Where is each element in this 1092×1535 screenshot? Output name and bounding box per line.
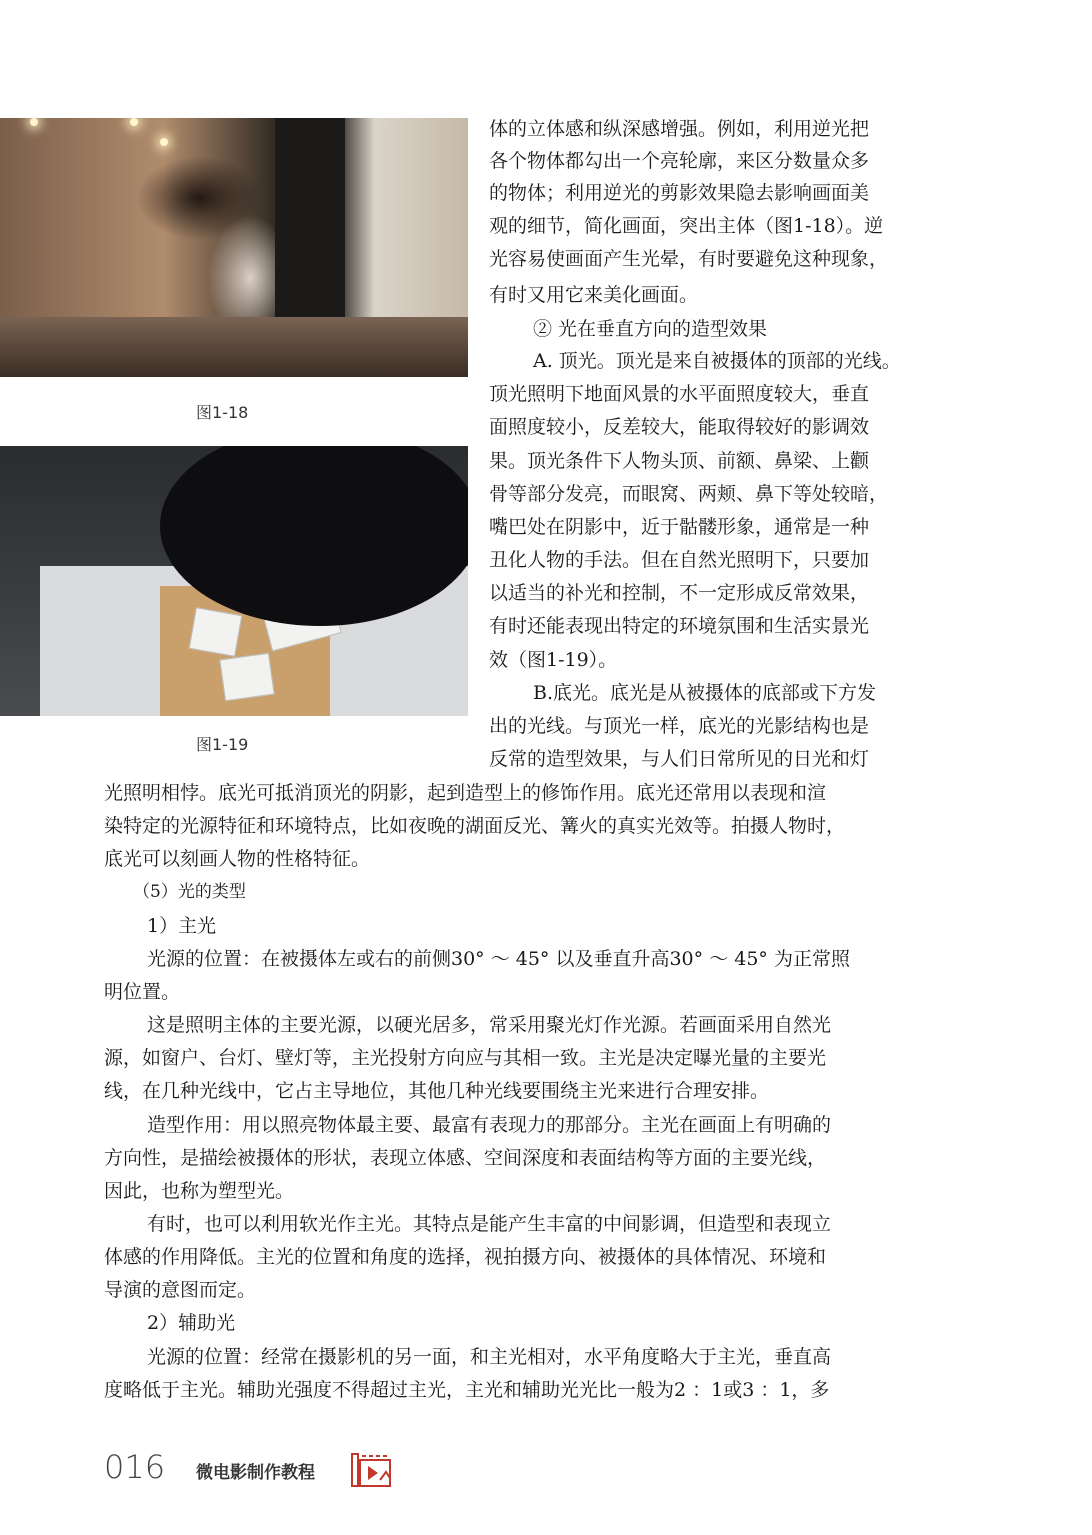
text-line: A. 顶光。顶光是来自被摄体的顶部的光线。 <box>533 350 901 372</box>
counter-surface <box>0 317 468 377</box>
film-clapper-icon <box>350 1452 396 1488</box>
text-line: 面照度较小，反差较大，能取得较好的影调效 <box>489 416 870 438</box>
page-number: 016 <box>104 1448 166 1486</box>
figure-1-19-caption: 图1-19 <box>196 735 249 754</box>
text-line: 体的立体感和纵深感增强。例如，利用逆光把 <box>489 118 870 140</box>
text-line: 导演的意图而定。 <box>104 1279 257 1301</box>
text-line: 这是照明主体的主要光源，以硬光居多，常采用聚光灯作光源。若画面采用自然光 <box>147 1014 832 1036</box>
text-line: 体感的作用降低。主光的位置和角度的选择，视拍摄方向、被摄体的具体情况、环境和 <box>104 1246 827 1268</box>
text-line: 嘴巴处在阴影中，近于骷髅形象，通常是一种 <box>489 516 870 538</box>
text-line: 有时又用它来美化画面。 <box>489 284 699 306</box>
text-line: 各个物体都勾出一个亮轮廓，来区分数量众多 <box>489 150 870 172</box>
text-line: 源，如窗户、台灯、壁灯等，主光投射方向应与其相一致。主光是决定曝光量的主要光 <box>104 1047 827 1069</box>
text-line: 底光可以刻画人物的性格特征。 <box>104 848 371 870</box>
book-title: 微电影制作教程 <box>196 1463 315 1483</box>
text-line: 度略低于主光。辅助光强度不得超过主光，主光和辅助光光比一般为2 ：1或3 ：1，多 <box>104 1379 830 1401</box>
text-line: 因此，也称为塑型光。 <box>104 1180 295 1202</box>
text-line: 光容易使画面产生光晕，有时要避免这种现象， <box>489 248 889 270</box>
text-line: 光源的位置：在被摄体左或右的前侧30° ～ 45° 以及垂直升高30° ～ 45° 为正常照 <box>147 948 850 970</box>
text-line: 有时，也可以利用软光作主光。其特点是能产生丰富的中间影调，但造型和表现立 <box>147 1213 832 1235</box>
text-line: B.底光。底光是从被摄体的底部或下方发 <box>533 682 877 704</box>
section-heading: ② 光在垂直方向的造型效果 <box>533 318 768 340</box>
text-line: 骨等部分发亮，而眼窝、两颊、鼻下等处较暗， <box>489 483 889 505</box>
figure-1-18-caption: 图1-18 <box>196 403 249 422</box>
text-line: 丑化人物的手法。但在自然光照明下，只要加 <box>489 549 870 571</box>
section-heading: （5）光的类型 <box>133 882 246 902</box>
text-line: 出的光线。与顶光一样，底光的光影结构也是 <box>489 715 870 737</box>
figure-1-18-photo <box>0 118 468 377</box>
text-line: 反常的造型效果，与人们日常所见的日光和灯 <box>489 748 870 770</box>
text-line: 果。顶光条件下人物头顶、前额、鼻梁、上颧 <box>489 450 870 472</box>
chalkboard-sign <box>275 118 345 318</box>
text-line: 光源的位置：经常在摄影机的另一面，和主光相对，水平角度略大于主光，垂直高 <box>147 1346 832 1368</box>
text-line: 光照明相悖。底光可抵消顶光的阴影，起到造型上的修饰作用。底光还常用以表现和渲 <box>104 782 827 804</box>
photo-card <box>189 607 243 657</box>
text-line: 方向性，是描绘被摄体的形状，表现立体感、空间深度和表面结构等方面的主要光线， <box>104 1147 827 1169</box>
text-line: 造型作用：用以照亮物体最主要、最富有表现力的那部分。主光在画面上有明确的 <box>147 1114 832 1136</box>
text-line: 顶光照明下地面风景的水平面照度较大，垂直 <box>489 383 870 405</box>
figure-1-19-photo <box>0 446 468 716</box>
subsection-heading: 1）主光 <box>147 915 217 937</box>
text-line: 以适当的补光和控制，不一定形成反常效果， <box>489 582 870 604</box>
subsection-heading: 2）辅助光 <box>147 1312 236 1334</box>
text-line: 效（图1-19）。 <box>489 649 618 671</box>
text-line: 的物体；利用逆光的剪影效果隐去影响画面美 <box>489 182 870 204</box>
ceiling-lamp <box>30 118 38 126</box>
photo-card <box>219 653 274 702</box>
ceiling-lamp <box>130 118 138 126</box>
text-line: 染特定的光源特征和环境特点，比如夜晚的湖面反光、篝火的真实光效等。拍摄人物时， <box>104 815 846 837</box>
text-line: 观的细节，简化画面，突出主体（图1-18）。逆 <box>489 215 884 237</box>
ceiling-lamp <box>160 138 168 146</box>
text-line: 线，在几种光线中，它占主导地位，其他几种光线要围绕主光来进行合理安排。 <box>104 1080 770 1102</box>
text-line: 有时还能表现出特定的环境氛围和生活实景光 <box>489 615 870 637</box>
text-line: 明位置。 <box>104 981 181 1003</box>
